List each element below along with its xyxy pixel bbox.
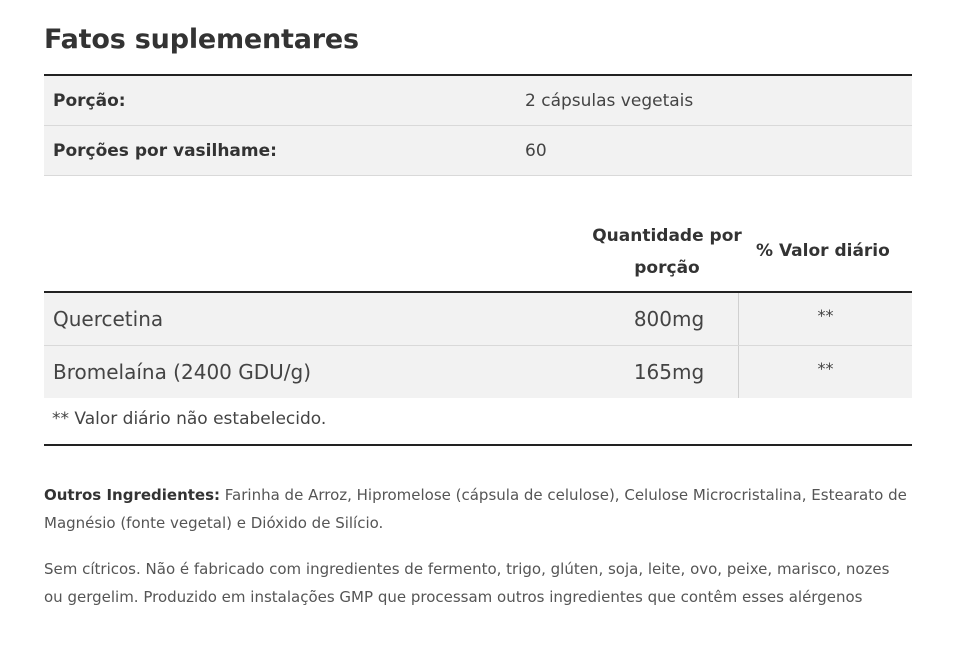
servings-per-container-value: 60: [525, 141, 547, 161]
nutrient-table-header: [44, 218, 912, 290]
amount-per-serving-header: Quantidade por porção: [592, 226, 742, 278]
serving-size-label: Porção:: [53, 91, 126, 111]
table-row: [44, 293, 912, 346]
nutrient-name: Bromelaína (2400 GDU/g): [53, 360, 312, 384]
other-ingredients-text: Farinha de Arroz, Hipromelose (cápsula de celulose), Celulose Microcristalina, Estearato de Magnésio (fonte vegetal) e Dióxido de Silício.: [44, 486, 907, 532]
other-ingredients: [44, 481, 910, 537]
daily-value-footnote-row: [44, 398, 912, 446]
nutrient-table: [44, 291, 912, 399]
servings-per-container-row: [44, 126, 912, 176]
other-ingredients-label: Outros Ingredientes:: [44, 486, 221, 504]
serving-size-row: [44, 76, 912, 126]
serving-info-table: [44, 74, 912, 176]
page-title: Fatos suplementares: [44, 24, 359, 55]
nutrient-daily-value: **: [817, 306, 834, 325]
allergen-note: Sem cítricos. Não é fabricado com ingredientes de fermento, trigo, glúten, soja, leite, ovo, peixe, marisco, nozes ou gergelim. Produzido em instalações GMP que processam outros ingredientes que contêm esses alérgenos: [44, 560, 890, 606]
serving-size-value: 2 cápsulas vegetais: [525, 91, 694, 111]
table-row: [44, 346, 912, 399]
daily-value-header: % Valor diário: [756, 241, 890, 261]
nutrient-amount: 800mg: [633, 307, 705, 331]
nutrient-daily-value: **: [817, 359, 834, 378]
nutrient-name: Quercetina: [53, 307, 164, 331]
servings-per-container-label: Porções por vasilhame:: [53, 141, 277, 161]
daily-value-footnote: ** Valor diário não estabelecido.: [52, 409, 327, 429]
nutrient-amount: 165mg: [633, 360, 705, 384]
